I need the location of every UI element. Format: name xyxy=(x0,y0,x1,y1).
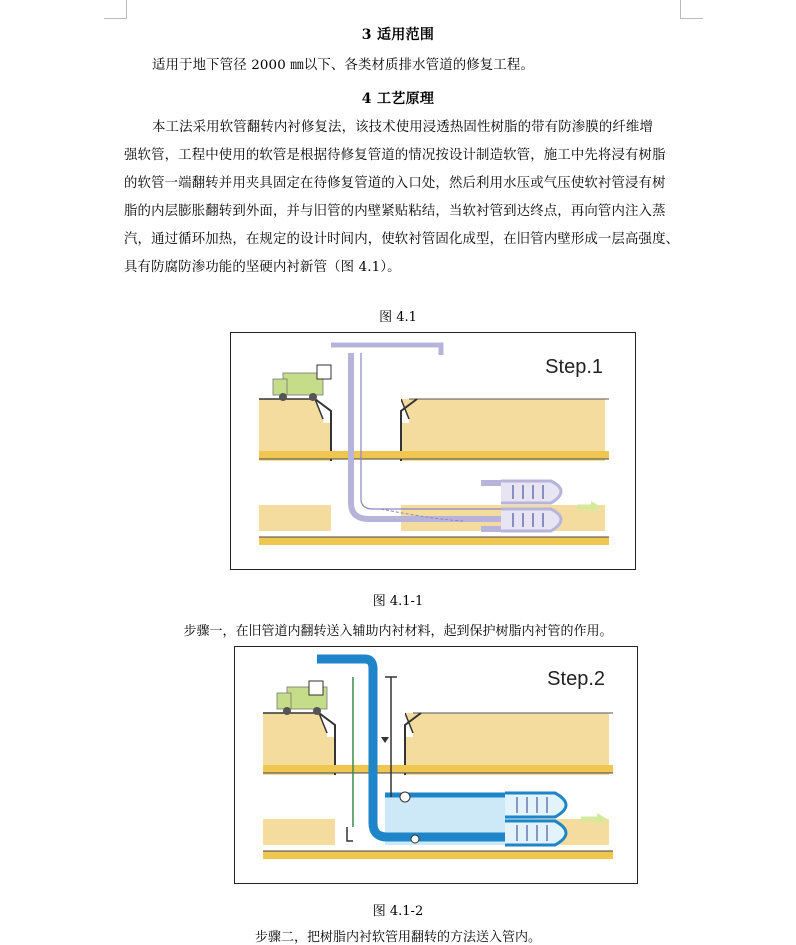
pipe-wall-bottom xyxy=(259,537,609,545)
figure-4-1-2-caption: 图 4.1-2 xyxy=(372,904,424,919)
truck-icon xyxy=(277,681,327,715)
figure-step-1 xyxy=(230,332,636,570)
step-2-description: 步骤二，把树脂内衬软管用翻转的方法送入管内。 xyxy=(254,930,541,945)
step-1-diagram xyxy=(231,333,635,569)
step-1-label: Step.1 xyxy=(545,356,603,378)
step-2-label: Step.2 xyxy=(547,668,605,690)
paragraph-line-1: 本工法采用软管翻转内衬修复法，该技术使用浸透热固性树脂的带有防渗膜的纤维增 xyxy=(152,120,654,135)
inversion-front-lower xyxy=(501,509,561,531)
figure-4-1-1-caption: 图 4.1-1 xyxy=(372,594,424,609)
paragraph-line-6: 具有防腐防渗功能的坚硬内衬新管（图 4.1）。 xyxy=(124,260,401,275)
section-4-paragraph xyxy=(124,114,684,282)
section-3-heading: 3 适用范围 xyxy=(361,27,435,43)
section-4-heading: 4 工艺原理 xyxy=(361,91,435,107)
paragraph-line-5: 汽，通过循环加热，在规定的设计时间内，使软衬管固化成型，在旧管内壁形成一层高强度、 xyxy=(124,232,680,247)
figure-step-2 xyxy=(234,646,638,884)
pipe-wall-top xyxy=(263,765,613,773)
page-corner-mark-left xyxy=(104,0,127,19)
paragraph-line-3: 的软管一端翻转并用夹具固定在待修复管道的入口处，然后利用水压或气压使软衬管浸有树 xyxy=(124,176,666,191)
page-corner-mark-right xyxy=(680,0,703,19)
figure-4-1-caption: 图 4.1 xyxy=(379,310,417,325)
section-3-text xyxy=(152,52,692,80)
pipe-wall-top xyxy=(259,451,609,459)
inversion-front-upper xyxy=(501,481,561,503)
step-2-diagram xyxy=(235,647,637,883)
pipe-wall-bottom xyxy=(263,851,613,859)
paragraph-line-4: 脂的内层膨胀翻转到外面，并与旧管的内壁紧贴粘结，当软衬管到达终点，再向管内注入蒸 xyxy=(124,204,666,219)
liner-feed-top xyxy=(331,345,441,355)
truck-icon xyxy=(273,365,331,401)
inversion-front-lower xyxy=(505,821,566,845)
paragraph-line-2: 强软管，工程中使用的软管是根据待修复管道的情况按设计制造软管，施工中先将浸有树脂 xyxy=(124,148,666,163)
inversion-front-upper xyxy=(505,793,566,817)
step-1-description: 步骤一，在旧管道内翻转送入辅助内衬材料，起到保护树脂内衬管的作用。 xyxy=(183,624,613,639)
section-3-text-line: 适用于地下管径 2000 ㎜以下、各类材质排水管道的修复工程。 xyxy=(152,58,535,73)
